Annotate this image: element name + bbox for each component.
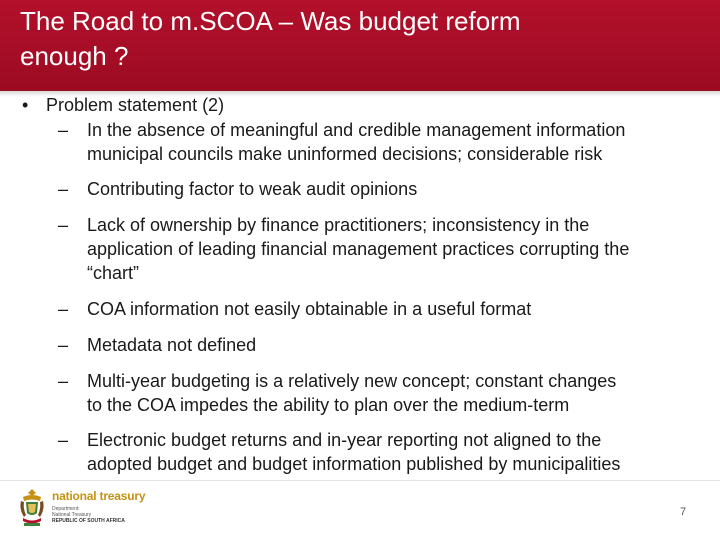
page-number: 7 xyxy=(680,506,687,518)
dash-icon: – xyxy=(58,430,69,450)
sub-item-text: Multi-year budgeting is a relatively new concept; constant changes to the COA impedes the ability to plan over the medium-term xyxy=(87,371,617,415)
slide-title: The Road to m.SCOA – Was budget reform enough ? xyxy=(20,6,521,71)
sub-item-text: Contributing factor to weak audit opinions xyxy=(87,179,418,199)
sub-item-text: COA information not easily obtainable in a useful format xyxy=(87,299,532,319)
sub-item-text: Metadata not defined xyxy=(87,335,257,355)
dash-icon: – xyxy=(58,215,69,235)
national-treasury-logo xyxy=(18,487,158,529)
dash-icon: – xyxy=(58,120,69,140)
footer-divider xyxy=(0,480,720,481)
dash-icon: – xyxy=(58,335,69,355)
coat-of-arms-icon xyxy=(18,487,46,529)
title-bar xyxy=(0,0,720,91)
dash-icon: – xyxy=(58,179,69,199)
logo-department-label: Department: xyxy=(52,506,80,512)
logo-brand-text: national treasury xyxy=(52,489,146,503)
dash-icon: – xyxy=(58,299,69,319)
bullet-icon: • xyxy=(22,95,29,115)
bullet-text: Problem statement (2) xyxy=(46,95,225,115)
sub-item-text: In the absence of meaningful and credible management information municipal councils make uninformed decisions; considerable risk xyxy=(87,120,626,164)
sub-item-text: Electronic budget returns and in-year reporting not aligned to the adopted budget and budget information published by municipalities xyxy=(87,430,621,474)
sub-item-text: Lack of ownership by finance practitioners; inconsistency in the application of leading financial management practices corrupting the “chart” xyxy=(87,215,630,283)
logo-department-name: National Treasury xyxy=(52,512,92,518)
dash-icon: – xyxy=(58,371,69,391)
logo-country: REPUBLIC OF SOUTH AFRICA xyxy=(52,518,125,524)
